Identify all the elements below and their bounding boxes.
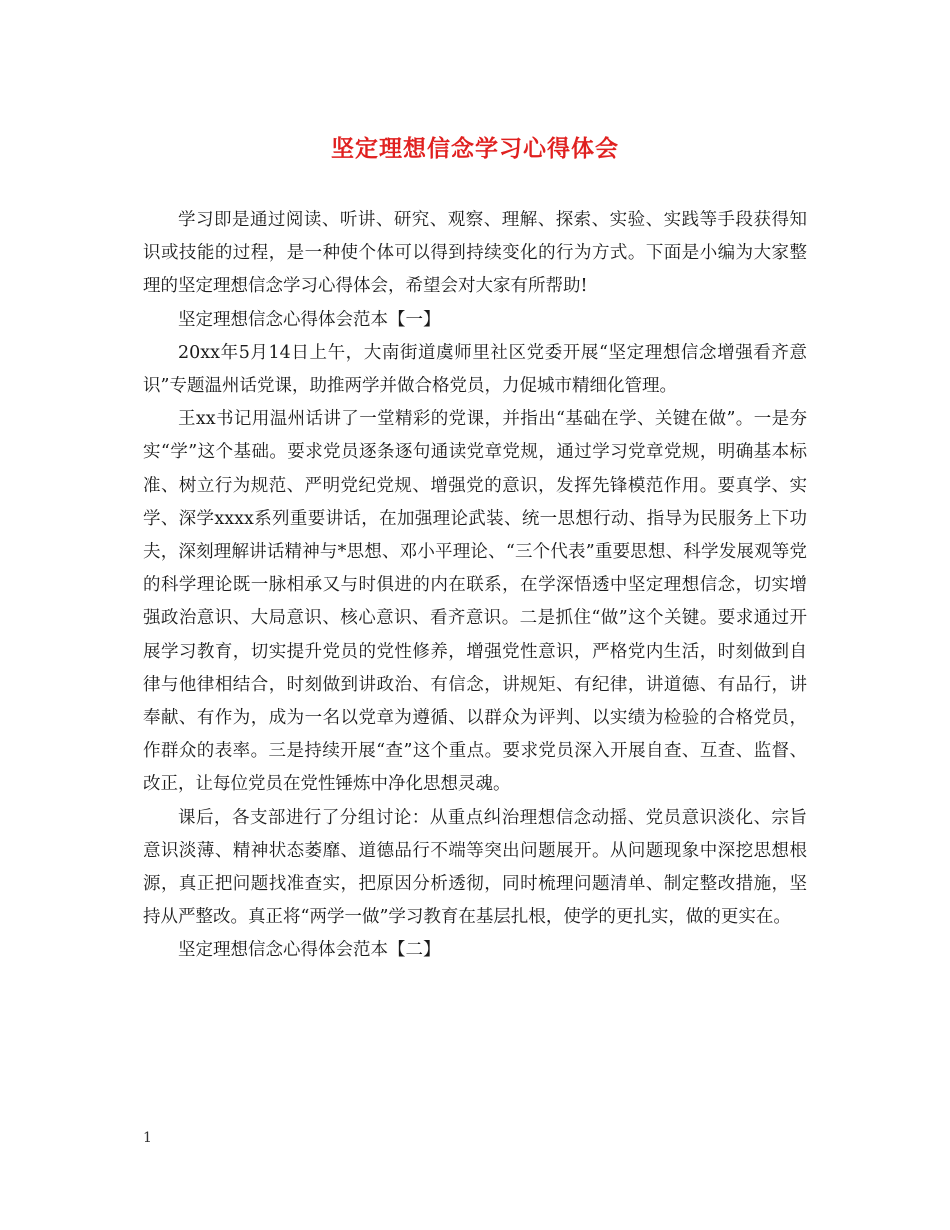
- page-number: 1: [143, 1130, 152, 1146]
- intro-paragraph: 学习即是通过阅读、听讲、研究、观察、理解、探索、实验、实践等手段获得知识或技能的过程，是一种使个体可以得到持续变化的行为方式。下面是小编为大家整理的坚定理想信念学习心得体会，希望会对大家有所帮助!: [143, 210, 807, 297]
- document-title: 坚定理想信念学习心得体会: [331, 135, 619, 162]
- section-heading-two: 坚定理想信念心得体会范本【二】: [178, 940, 441, 961]
- section-heading-one: 坚定理想信念心得体会范本【一】: [178, 309, 441, 330]
- body-paragraph: 王xx书记用温州话讲了一堂精彩的党课，并指出“基础在学、关键在做”。一是夯实“学”这个基础。要求党员逐条逐句通读党章党规，通过学习党章党规，明确基本标准、树立行为规范、严明党纪党规、增强党的意识，发挥先锋模范作用。要真学、实学、深学xxxx系列重要讲话，在加强理论武装、统一思想行动、指导为民服务上下功夫，深刻理解讲话精神与*思想、邓小平理论、“三个代表”重要思想、科学发展观等党的科学理论既一脉相承又与时俱进的内在联系，在学深悟透中坚定理想信念，切实增强政治意识、大局意识、核心意识、看齐意识。二是抓住“做”这个关键。要求通过开展学习教育，切实提升党员的党性修养，增强党性意识，严格党内生活，时刻做到自律与他律相结合，时刻做到讲政治、有信念，讲规矩、有纪律，讲道德、有品行，讲奉献、有作为，成为一名以党章为遵循、以群众为评判、以实绩为检验的合格党员，作群众的表率。三是持续开展“查”这个重点。要求党员深入开展自查、互查、监督、改正，让每位党员在党性锤炼中净化思想灵魂。: [143, 409, 807, 795]
- body-paragraph: 课后，各支部进行了分组讨论：从重点纠治理想信念动摇、党员意识淡化、宗旨意识淡薄、精神状态萎靡、道德品行不端等突出问题展开。从问题现象中深挖思想根源，真正把问题找准查实，把原因分析透彻，同时梳理问题清单、制定整改措施，坚持从严整改。真正将“两学一做”学习教育在基层扎根，使学的更扎实，做的更实在。: [143, 807, 807, 928]
- body-paragraph: 20xx年5月14日上午，大南街道虞师里社区党委开展“坚定理想信念增强看齐意识”专题温州话党课，助推两学并做合格党员，力促城市精细化管理。: [143, 342, 807, 397]
- document-body: [143, 204, 807, 968]
